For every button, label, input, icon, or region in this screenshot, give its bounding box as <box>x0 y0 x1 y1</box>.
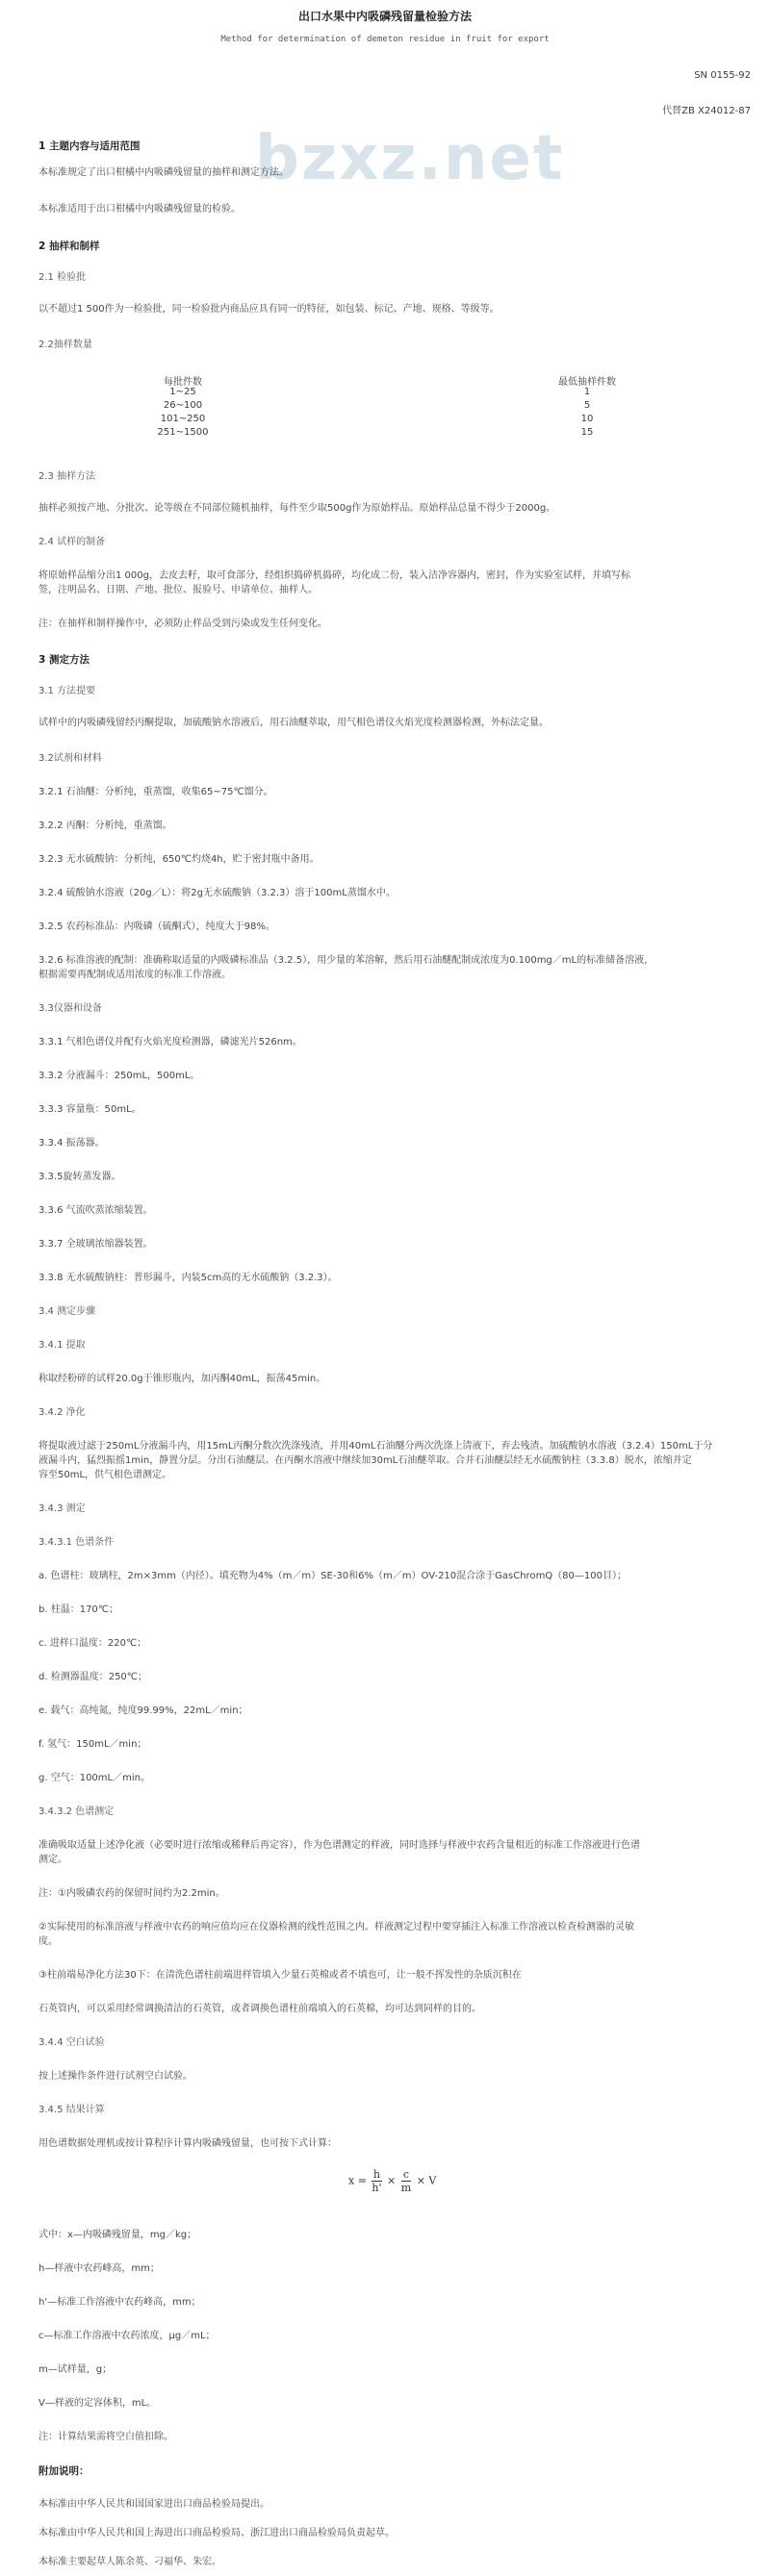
list-item: 3.3.1 气相色谱仪并配有火焰光度检测器，磷滤光片526nm。 <box>38 1037 302 1048</box>
subsection-heading: 3.4.3.1 色谱条件 <box>38 1537 115 1548</box>
list-item: 3.2.4 硫酸钠水溶液（20g／L）：将2g无水硫酸钠（3.2.3）溶于100mL蒸馏水中。 <box>38 888 396 898</box>
subsection-heading: 3.1 方法提要 <box>38 686 96 696</box>
fraction <box>401 2168 411 2194</box>
subsection-heading: 3.4.3 测定 <box>38 1503 86 1514</box>
paragraph: 将原始样品缩分出1 000g，去皮去籽，取可食部分，经组织捣碎机捣碎，均化成二份，装入洁净容器内，密封，作为实验室试样，并填写标 <box>38 570 630 581</box>
subsection-heading: 3.4 测定步骤 <box>38 1306 96 1317</box>
formula-lhs: x = <box>348 2174 367 2187</box>
list-item: 3.2.2 丙酮：分析纯，重蒸馏。 <box>38 821 172 831</box>
list-item: 3.2.6 标准溶液的配制：准确称取适量的内吸磷标准品（3.2.5），用少量的苯溶解，然后用石油醚配制成浓度为0.100mg／mL的标准储备溶液， <box>38 955 654 966</box>
definition: V—样液的定容体积，mL。 <box>38 2398 157 2409</box>
fraction <box>372 2168 381 2194</box>
note: ③柱前端易净化方法30下：在清洗色谱柱前端进样管填入少量石英棉或者不填也可，让一般不挥发性的杂质沉积在 <box>38 1970 522 1981</box>
table-header-row <box>125 373 616 388</box>
appendix-heading: 附加说明： <box>38 2465 90 2477</box>
list-item: g. 空气：100mL／min。 <box>38 1773 150 1783</box>
list-item: 3.2.5 农药标准品：内吸磷（硫酮式），纯度大于98%。 <box>38 922 275 932</box>
list-item: 根据需要再配制成适用浓度的标准工作溶液。 <box>38 970 231 980</box>
note: ②实际使用的标准溶液与样液中农药的响应值均应在仪器检测的线性范围之内。样液测定过程中要穿插注入标准工作溶液以检查检测器的灵敏 <box>38 1922 634 1932</box>
section-3-heading: 3 测定方法 <box>38 654 90 666</box>
fraction-numerator: h <box>372 2168 381 2181</box>
definition: h'—标准工作溶液中农药峰高，mm； <box>38 2297 201 2308</box>
paragraph: 测定。 <box>38 1855 67 1865</box>
paragraph: 抽样必须按产地、分批次、论等级在不同部位随机抽样，每件至少取500g作为原始样品。原始样品总量不得少于2000g。 <box>38 503 556 514</box>
calculation-formula <box>348 2168 436 2194</box>
subsection-heading: 3.4.2 净化 <box>38 1407 86 1418</box>
subsection-heading: 3.3仪器和设备 <box>38 1003 102 1014</box>
paragraph: 本标准适用于出口柑橘中内吸磷残留量的检验。 <box>38 204 241 215</box>
subsection-heading: 3.4.5 结果计算 <box>38 2105 105 2115</box>
document-title: 出口水果中内吸磷残留量检验方法 <box>297 10 472 23</box>
table-cell: 1 <box>583 387 591 397</box>
subsection-heading: 3.4.1 提取 <box>38 1340 86 1351</box>
paragraph: 称取经粉碎的试样20.0g于锥形瓶内，加丙酮40mL，振荡45min。 <box>38 1374 326 1384</box>
formula-operator: × <box>387 2174 397 2187</box>
section-2-heading: 2 抽样和制样 <box>38 240 100 252</box>
list-item: 3.3.7 全玻璃浓缩器装置。 <box>38 1239 153 1250</box>
definition: m—试样量，g； <box>38 2364 113 2375</box>
subsection-heading: 3.4.4 空白试验 <box>38 2037 105 2048</box>
paragraph: 试样中的内吸磷残留经丙酮提取，加硫酸钠水溶液后，用石油醚萃取，用气相色谱仪火焰光度检测器检测，外标法定量。 <box>38 718 549 728</box>
definition: 式中：x—内吸磷残留量，mg／kg； <box>38 2230 197 2240</box>
list-item: a. 色谱柱：玻璃柱，2m×3mm（内径）。填充物为4%（m／m）SE-30和6%（m／m）OV-210混合涂于GasChromQ（80—100目）； <box>38 1571 627 1581</box>
note: 注：在抽样和制样操作中，必须防止样品受到污染或发生任何变化。 <box>38 619 327 629</box>
paragraph: 本标准规定了出口柑橘中内吸磷残留量的抽样和测定方法。 <box>38 167 289 178</box>
list-item: c. 进样口温度：220℃； <box>38 1638 147 1649</box>
list-item: 3.3.8 无水硫酸钠柱：普形漏斗，内装5cm高的无水硫酸钠（3.2.3）。 <box>38 1273 338 1283</box>
table-row <box>125 400 606 414</box>
list-item: 3.3.2 分液漏斗：250mL，500mL。 <box>38 1071 200 1081</box>
table-header-cell: 最低抽样件数 <box>558 377 616 388</box>
table-cell: 1~25 <box>169 387 196 397</box>
sampling-table <box>125 373 616 441</box>
paragraph: 按上述操作条件进行试剂空白试验。 <box>38 2071 192 2082</box>
subsection-heading: 3.2试剂和材料 <box>38 753 102 764</box>
note: 石英管内，可以采用经常调换清洁的石英管，或者调换色谱柱前端填入的石英棉，均可达到同样的目的。 <box>38 2004 481 2014</box>
paragraph: 签，注明品名、日期、产地、批位、报验号、申请单位、抽样人。 <box>38 585 318 595</box>
paragraph: 将提取液过滤于250mL分液漏斗内，用15mL丙酮分数次洗涤残渣，并用40mL石油醚分两次洗涤上清液下，弃去残渣。加硫酸钠水溶液（3.2.4）150mL于分 <box>38 1441 713 1452</box>
document-subtitle: Method for determination of demeton residue in fruit for export <box>220 35 550 44</box>
fraction-numerator: c <box>401 2168 411 2182</box>
paragraph: 本标准由中华人民共和国上海进出口商品检验局、浙江进出口商品检验局负责起草。 <box>38 2528 395 2538</box>
definition: c—标准工作溶液中农药浓度，μg／mL； <box>38 2331 216 2341</box>
standard-code: SN 0155-92 <box>694 70 751 81</box>
table-row <box>125 427 606 441</box>
note: 度。 <box>38 1936 58 1947</box>
paragraph: 容至50mL，供气相色谱测定。 <box>38 1470 172 1480</box>
subsection-heading: 2.2抽样数量 <box>38 340 92 350</box>
paragraph: 本标准主要起草人陈余英、刁福华、朱宏。 <box>38 2557 221 2567</box>
list-item: b. 柱温：170℃； <box>38 1604 119 1615</box>
paragraph: 准确吸取适量上述净化液（必要时进行浓缩或稀释后再定容），作为色谱测定的样液，同时选择与样液中农药含量相近的标准工作溶液进行色谱 <box>38 1840 640 1851</box>
table-row <box>125 414 606 427</box>
fraction-denominator: h' <box>372 2182 382 2194</box>
table-cell: 26~100 <box>163 400 203 411</box>
list-item: 3.2.3 无水硫酸钠：分析纯，650℃灼烧4h，贮于密封瓶中备用。 <box>38 854 320 865</box>
subsection-heading: 3.4.3.2 色谱测定 <box>38 1806 115 1817</box>
list-item: 3.2.1 石油醚：分析纯，重蒸馏，收集65~75℃馏分。 <box>38 787 273 797</box>
list-item: 3.3.6 气流吹蒸浓缩装置。 <box>38 1205 153 1216</box>
list-item: 3.3.3 容量瓶：50mL。 <box>38 1104 141 1115</box>
list-item: e. 载气：高纯氮，纯度99.99%，22mL／min； <box>38 1705 248 1716</box>
paragraph: 以不超过1 500件为一检验批，同一检验批内商品应具有同一的特征，如包装、标记、产地、规格、等级等。 <box>38 304 500 315</box>
replaces-note: 代替ZB X24012-87 <box>662 106 751 116</box>
table-header-cell: 每批件数 <box>164 377 202 388</box>
table-row <box>125 387 606 400</box>
list-item: d. 检测器温度：250℃； <box>38 1672 148 1682</box>
subsection-heading: 2.1 检验批 <box>38 272 87 283</box>
paragraph: 本标准由中华人民共和国国家进出口商品检验局提出。 <box>38 2499 270 2510</box>
watermark-logo: bzxz.net <box>255 123 565 194</box>
formula-operator: × V <box>416 2174 437 2187</box>
subsection-heading: 2.4 试样的制备 <box>38 537 106 547</box>
note: 注：计算结果需将空白值扣除。 <box>38 2432 173 2442</box>
table-cell: 5 <box>583 400 591 411</box>
section-1-heading: 1 主题内容与适用范围 <box>38 140 141 152</box>
note: 注：①内吸磷农药的保留时间约为2.2min。 <box>38 1888 225 1899</box>
list-item: f. 氢气：150mL／min； <box>38 1739 147 1750</box>
fraction-denominator: m <box>400 2182 412 2194</box>
table-cell: 251~1500 <box>157 427 209 438</box>
list-item: 3.3.5旋转蒸发器。 <box>38 1172 121 1182</box>
table-cell: 101~250 <box>160 414 206 424</box>
subsection-heading: 2.3 抽样方法 <box>38 471 96 482</box>
table-cell: 10 <box>580 414 594 424</box>
table-cell: 15 <box>580 427 594 438</box>
paragraph: 液漏斗内，猛烈振摇1min，静置分层。分出石油醚层。在丙酮水溶液中继续加30mL石油醚萃取。合并石油醚层经无水硫酸钠柱（3.3.8）脱水，浓缩并定 <box>38 1455 692 1466</box>
list-item: 3.3.4 振荡器。 <box>38 1138 105 1149</box>
paragraph: 用色谱数据处理机或按计算程序计算内吸磷残留量，也可按下式计算： <box>38 2138 337 2149</box>
definition: h—样液中农药峰高，mm； <box>38 2263 160 2274</box>
